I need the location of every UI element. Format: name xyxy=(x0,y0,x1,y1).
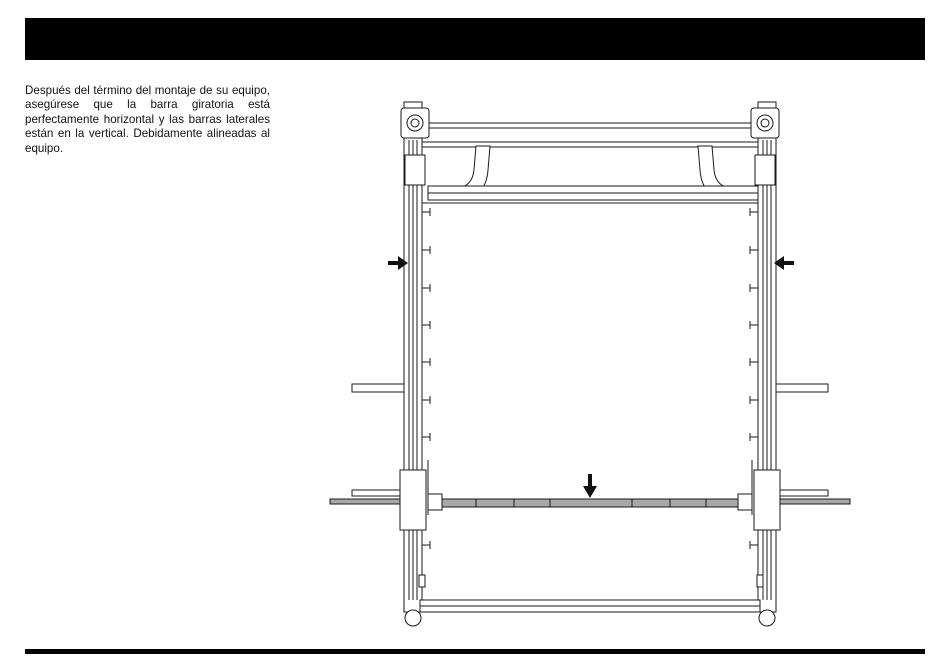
left-plate-horn xyxy=(352,490,400,496)
bar-shaft xyxy=(440,499,740,507)
left-carriage xyxy=(400,470,426,530)
instruction-paragraph: Después del término del montaje de su equipo, asegúrese que la barra giratoria está perfectamente horizontal y las barras laterales están en la vertical. Debidamente alineadas al equipo. xyxy=(25,84,270,155)
header-bar xyxy=(25,18,925,60)
left-sleeve xyxy=(330,499,400,504)
smith-machine-diagram xyxy=(325,95,865,640)
right-sleeve xyxy=(780,499,850,504)
bar-arrow xyxy=(583,474,597,498)
right-plate-horn xyxy=(780,490,828,496)
footer-rule xyxy=(25,649,925,654)
instruction-text xyxy=(25,84,270,156)
left-upright xyxy=(401,102,429,626)
top-crossbar xyxy=(418,123,760,147)
right-storage-peg xyxy=(776,384,828,392)
right-upright-arrow xyxy=(774,256,794,270)
right-carriage xyxy=(754,470,780,530)
arrows xyxy=(388,256,794,498)
right-upright xyxy=(751,102,779,626)
left-storage-peg xyxy=(352,384,404,392)
